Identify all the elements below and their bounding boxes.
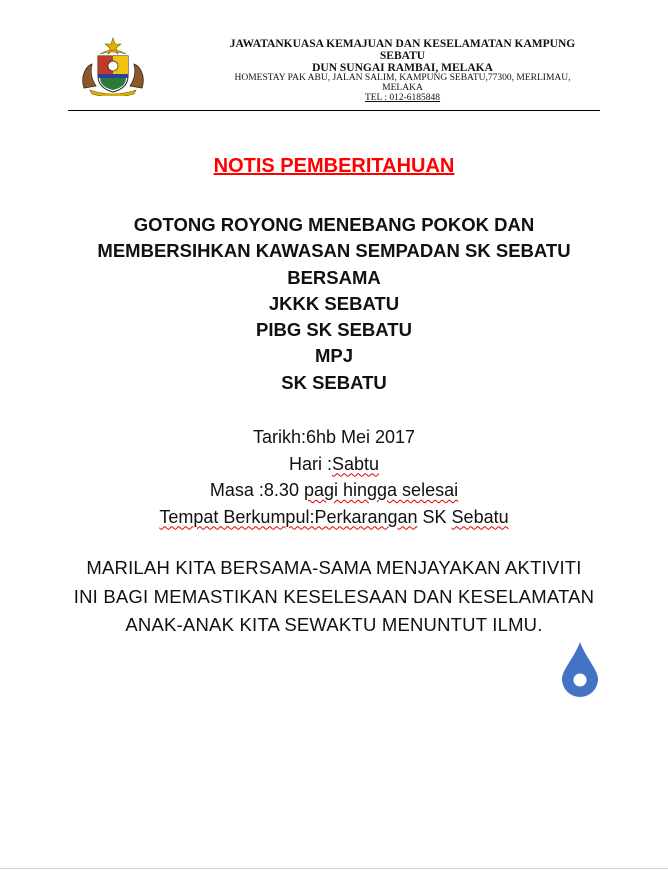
event-day-label: Hari :	[288, 453, 332, 474]
event-place-value: Sebatu	[451, 506, 509, 527]
subject-line: GOTONG ROYONG MENEBANG POKOK DAN	[133, 214, 535, 235]
event-time	[0, 477, 668, 504]
subject-line: SK SEBATU	[281, 371, 387, 393]
subject-line: MEMBERSIHKAN KAWASAN SEMPADAN SK SEBATU	[97, 240, 571, 262]
event-place	[0, 504, 668, 531]
subject-block	[0, 212, 668, 396]
water-drop-icon	[560, 640, 600, 697]
letterhead-title-line1: JAWATANKUASA KEMAJUAN DAN KESELAMATAN KAMPUNG	[229, 38, 576, 50]
state-crest-icon	[78, 36, 148, 96]
page-bottom-edge	[0, 868, 668, 869]
event-date: Tarikh:6hb Mei 2017	[252, 427, 416, 447]
message-line: INI BAGI MEMASTIKAN KESELESAAN DAN KESELAMATAN	[73, 585, 595, 607]
subject-line: JKKK SEBATU	[268, 292, 400, 314]
closing-message	[0, 554, 668, 640]
subject-line: BERSAMA	[287, 266, 381, 288]
letterhead-subtitle: DUN SUNGAI RAMBAI, MELAKA	[312, 62, 493, 75]
message-line: MARILAH KITA BERSAMA-SAMA MENJAYAKAN AKTIVITI	[86, 557, 582, 578]
event-details	[0, 424, 668, 530]
letterhead	[205, 38, 600, 104]
event-place-mid: SK	[417, 506, 452, 527]
subject-line: PIBG SK SEBATU	[256, 319, 412, 341]
event-place-label: Tempat Berkumpul:Perkarangan	[159, 506, 418, 527]
subject-line: MPJ	[314, 345, 354, 367]
letterhead-title-line2: SEBATU	[379, 50, 426, 63]
notice-title: NOTIS PEMBERITAHUAN	[213, 155, 455, 177]
letterhead-divider	[68, 110, 600, 111]
letterhead-address-line2: MELAKA	[382, 83, 423, 94]
event-day	[0, 451, 668, 478]
message-line: ANAK-ANAK KITA SEWAKTU MENUNTUT ILMU.	[125, 614, 543, 635]
letterhead-tel: TEL : 012-6185848	[364, 93, 441, 104]
event-time-value: pagi hingga selesai	[303, 480, 459, 500]
event-day-value: Sabtu	[331, 453, 380, 474]
event-time-label: Masa :8.30	[209, 480, 304, 500]
letterhead-address-line1: HOMESTAY PAK ABU, JALAN SALIM, KAMPUNG SEBATU,77300, MERLIMAU,	[234, 73, 571, 84]
